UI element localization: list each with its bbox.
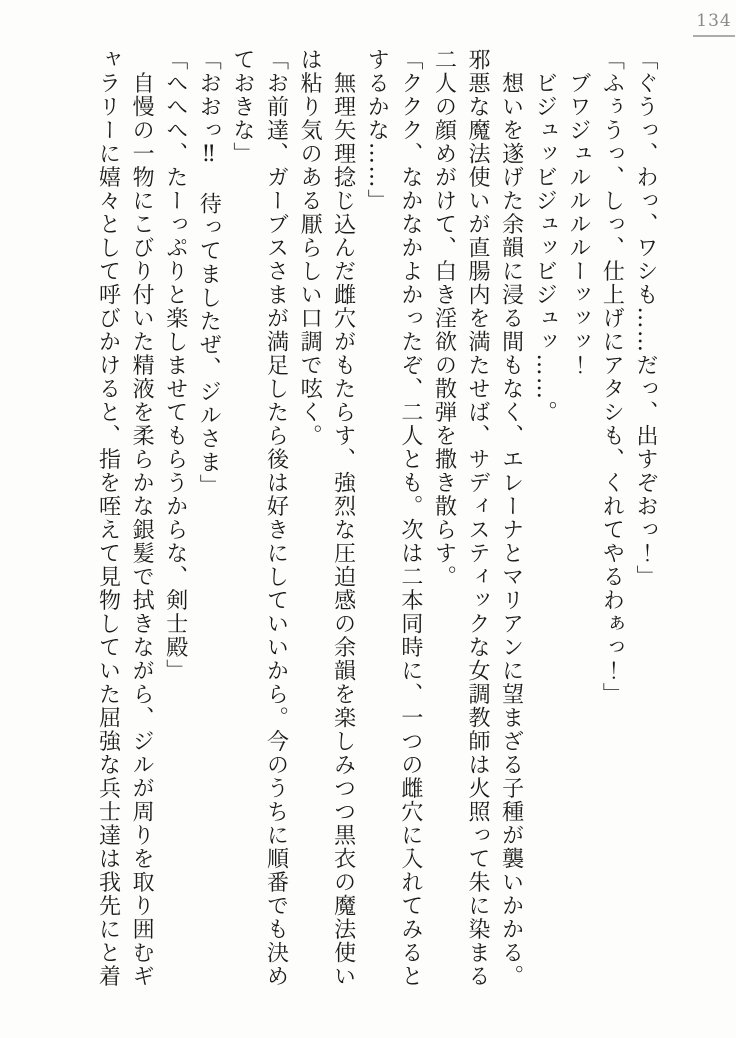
text-column: するかな……」 (364, 48, 390, 213)
text-column: は粘り気のある厭らしい口調で呟く。 (297, 48, 323, 448)
text-column: 「お前達、ガーブスさまが満足したら後は好きにしていいから。今のうちに順番でも決め (263, 48, 289, 988)
text-column: 「ぐうっ、わっ、ワシも……だっ、出すぞおっ！」 (633, 48, 658, 589)
text-column: 「おおっ‼ 待ってましたぜ、ジルさま」 (196, 48, 222, 498)
text-column: ビジュッビジュッビジュッ……。 (532, 48, 558, 424)
text-column: 「へへへ、たーっぷりと楽しませてもらうからな、剣士殿」 (162, 48, 188, 683)
text-column: 「ククク、なかなかよかったぞ、二人とも。次は二本同時に、一つの雌穴に入れてみると (397, 48, 423, 988)
text-column: 自慢の一物にこびり付いた精液を柔らかな銀髪で拭きながら、ジルが周りを取り囲むギ (129, 48, 155, 988)
text-column: ておきな」 (229, 48, 255, 166)
text-column: 無理矢理捻じ込んだ雌穴がもたらす、強烈な圧迫感の余韻を楽しみつつ黒衣の魔法使い (330, 48, 356, 988)
text-column: 邪悪な魔法使いが直腸内を満たせば、サディスティックな女調教師は火照って朱に染まる (465, 48, 491, 988)
text-column: 想いを遂げた余韻に浸る間もなく、エレーナとマリアンに望まざる子種が襲いかかる。 (498, 48, 524, 988)
page-number: 134 (693, 11, 735, 37)
text-column: ャラリーに嬉々として呼びかけると、指を咥えて見物していた屈強な兵士達は我先にと着 (95, 48, 121, 988)
text-columns (91, 48, 662, 996)
text-column: 二人の顔めがけて、白き淫欲の散弾を撒き散らす。 (431, 48, 457, 589)
text-column: 「ふぅうっ、しっ、仕上げにアタシも、くれてやるわぁっ！」 (599, 48, 625, 706)
text-column: ブワジュルルルルーッッッ！ (565, 48, 591, 377)
